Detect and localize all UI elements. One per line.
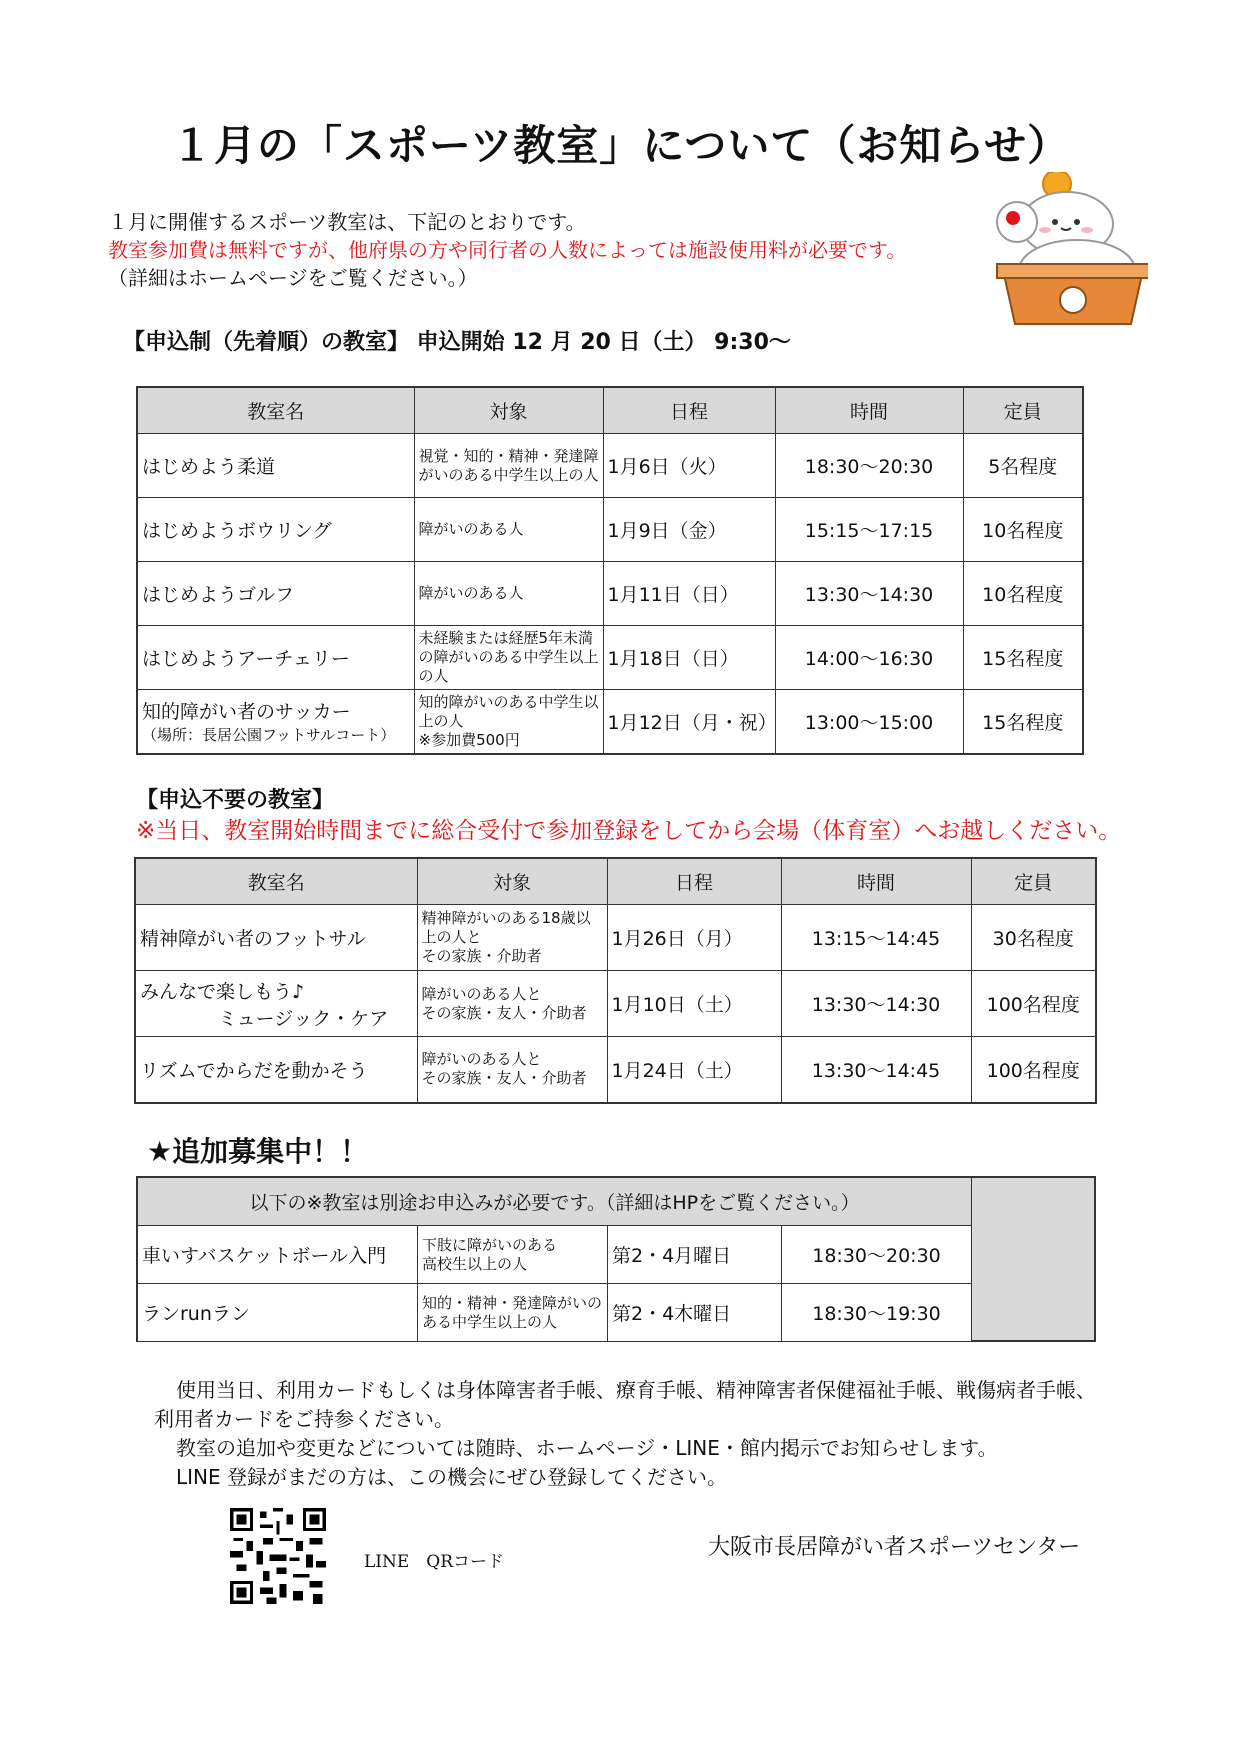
intro-line-1: １月に開催するスポーツ教室は、下記のとおりです。: [108, 210, 586, 234]
class-name: 知的障がい者のサッカー: [142, 701, 351, 724]
section3-header: 以下の※教室は別途お申込みが必要です。（詳細はHPをご覧ください。）: [138, 1178, 972, 1226]
class-capacity: 15名程度: [963, 690, 1083, 754]
class-time: 13:30～14:45: [781, 1037, 971, 1103]
class-name: ランrunラン: [138, 1284, 418, 1342]
section2-heading: 【申込不要の教室】: [136, 788, 335, 813]
class-target-cell: [418, 1226, 608, 1284]
class-target: 障がいのある人と: [421, 1050, 542, 1069]
table-row: [137, 434, 1083, 498]
class-capacity: 15名程度: [963, 626, 1083, 690]
footer-line-2: 利用者カードをご持参ください。: [154, 1407, 454, 1431]
column-header: 日程: [607, 858, 781, 905]
class-target-companions: その家族・友人・介助者: [421, 1003, 587, 1022]
table-row: [135, 971, 1096, 1037]
class-name: はじめよう柔道: [137, 434, 414, 498]
class-target: 障がいのある人: [414, 562, 603, 626]
column-header: 対象: [417, 858, 607, 905]
class-target-second-line: 高校生以上の人: [422, 1254, 528, 1273]
column-header: 教室名: [135, 858, 417, 905]
class-target: 視覚・知的・精神・発達障がいのある中学生以上の人: [414, 434, 603, 498]
class-time: 13:30～14:30: [775, 562, 963, 626]
class-venue: （場所：長居公園フットサルコート）: [142, 726, 396, 745]
class-time: 13:15～14:45: [781, 905, 971, 971]
class-name: 精神障がい者のフットサル: [135, 905, 417, 971]
class-name-cell: [135, 971, 417, 1037]
footer-notes: [154, 1376, 1096, 1492]
line-qr-code-image[interactable]: [230, 1508, 326, 1604]
class-date: 1月24日（土）: [607, 1037, 781, 1103]
class-capacity: 30名程度: [971, 905, 1096, 971]
column-header: 定員: [971, 858, 1096, 905]
class-time: 13:30～14:30: [781, 971, 971, 1037]
class-target-cell: [417, 905, 607, 971]
class-date: 1月11日（日）: [603, 562, 775, 626]
intro-line-2: 教室参加費は無料ですが、他府県の方や同行者の人数によっては施設使用料が必要です。: [108, 238, 907, 262]
page-title: １月の「スポーツ教室」について（お知らせ）: [170, 121, 1071, 170]
class-date: 1月18日（日）: [603, 626, 775, 690]
class-date: 第2・4月曜日: [608, 1226, 782, 1284]
column-header: 教室名: [137, 387, 414, 434]
section2-note: ※当日、教室開始時間までに総合受付で参加登録をしてから会場（体育室）へお越しください。: [136, 818, 1122, 844]
column-header: 時間: [781, 858, 971, 905]
class-target-cell: [417, 971, 607, 1037]
class-capacity: 10名程度: [963, 498, 1083, 562]
class-time: 15:15～17:15: [775, 498, 963, 562]
table-header-row: [138, 1178, 972, 1226]
class-date: 1月12日（月・祝）: [603, 690, 775, 754]
column-header: 対象: [414, 387, 603, 434]
class-date: 1月6日（火）: [603, 434, 775, 498]
class-target-cell: [417, 1037, 607, 1103]
table-row: [135, 905, 1096, 971]
class-name: 車いすバスケットボール入門: [138, 1226, 418, 1284]
class-target: 知的・精神・発達障がいのある中学生以上の人: [418, 1284, 608, 1342]
table-row: [137, 498, 1083, 562]
section1-table: [136, 386, 1084, 755]
section3-heading: ★追加募集中！！: [147, 1135, 369, 1168]
class-target: 知的障がいのある中学生以上の人: [418, 692, 599, 730]
class-name: はじめようボウリング: [137, 498, 414, 562]
class-capacity: 5名程度: [963, 434, 1083, 498]
table-header-row: [135, 858, 1096, 905]
intro-text: [108, 208, 906, 292]
class-name: はじめようアーチェリー: [137, 626, 414, 690]
class-target-companions: その家族・友人・介助者: [421, 1069, 587, 1088]
footer-line-3: 教室の追加や変更などについては随時、ホームページ・LINE・館内掲示でお知らせします。: [176, 1436, 998, 1460]
table-row: [137, 562, 1083, 626]
class-time: 18:30～20:30: [775, 434, 963, 498]
class-target: 精神障がいのある18歳以上の人と: [421, 909, 591, 946]
table-row: [137, 690, 1083, 754]
class-target-cell: [414, 690, 603, 754]
table-row: [138, 1226, 972, 1284]
class-capacity: 100名程度: [971, 971, 1096, 1037]
class-target: 未経験または経歴5年未満の障がいのある中学生以上の人: [414, 626, 603, 690]
class-target: 障がいのある人: [414, 498, 603, 562]
table-row: [135, 1037, 1096, 1103]
class-capacity: 10名程度: [963, 562, 1083, 626]
class-capacity: 100名程度: [971, 1037, 1096, 1103]
footer-line-1: 使用当日、利用カードもしくは身体障害者手帳、療育手帳、精神障害者保健福祉手帳、戦傷病者手帳、: [176, 1378, 1096, 1402]
class-name-cell: [137, 690, 414, 754]
class-time: 18:30～20:30: [782, 1226, 972, 1284]
table-row: [138, 1284, 972, 1342]
class-date: 1月10日（土）: [607, 971, 781, 1037]
class-name: はじめようゴルフ: [137, 562, 414, 626]
intro-line-3: （詳細はホームページをご覧ください。）: [108, 266, 478, 290]
class-target-companions: その家族・介助者: [421, 947, 542, 965]
class-date: 第2・4木曜日: [608, 1284, 782, 1342]
class-fee-note: ※参加費500円: [418, 730, 520, 749]
table-row: [137, 626, 1083, 690]
class-date: 1月9日（金）: [603, 498, 775, 562]
class-name: リズムでからだを動かそう: [135, 1037, 417, 1103]
column-header: 時間: [775, 387, 963, 434]
class-time: 13:00～15:00: [775, 690, 963, 754]
class-date: 1月26日（月）: [607, 905, 781, 971]
column-header: 定員: [963, 387, 1083, 434]
kagami-mochi-mascot-illustration: [993, 172, 1148, 334]
section1-heading: 【申込制（先着順）の教室】 申込開始 12 月 20 日（土） 9:30～: [123, 330, 791, 355]
class-time: 14:00～16:30: [775, 626, 963, 690]
class-time: 18:30～19:30: [782, 1284, 972, 1342]
class-name: みんなで楽しもう♪: [140, 980, 305, 1003]
class-name-second-line: ミュージック・ケア: [218, 1007, 389, 1030]
organization-name: 大阪市長居障がい者スポーツセンター: [708, 1535, 1081, 1560]
section2-table: [134, 857, 1097, 1104]
table-header-row: [137, 387, 1083, 434]
footer-line-4: LINE 登録がまだの方は、この機会にぜひ登録してください。: [176, 1465, 727, 1489]
section3-table: [137, 1177, 972, 1342]
column-header: 日程: [603, 387, 775, 434]
qr-label: LINE QRコード: [364, 1552, 505, 1572]
class-target: 下肢に障がいのある: [422, 1235, 558, 1254]
class-target: 障がいのある人と: [421, 984, 542, 1003]
